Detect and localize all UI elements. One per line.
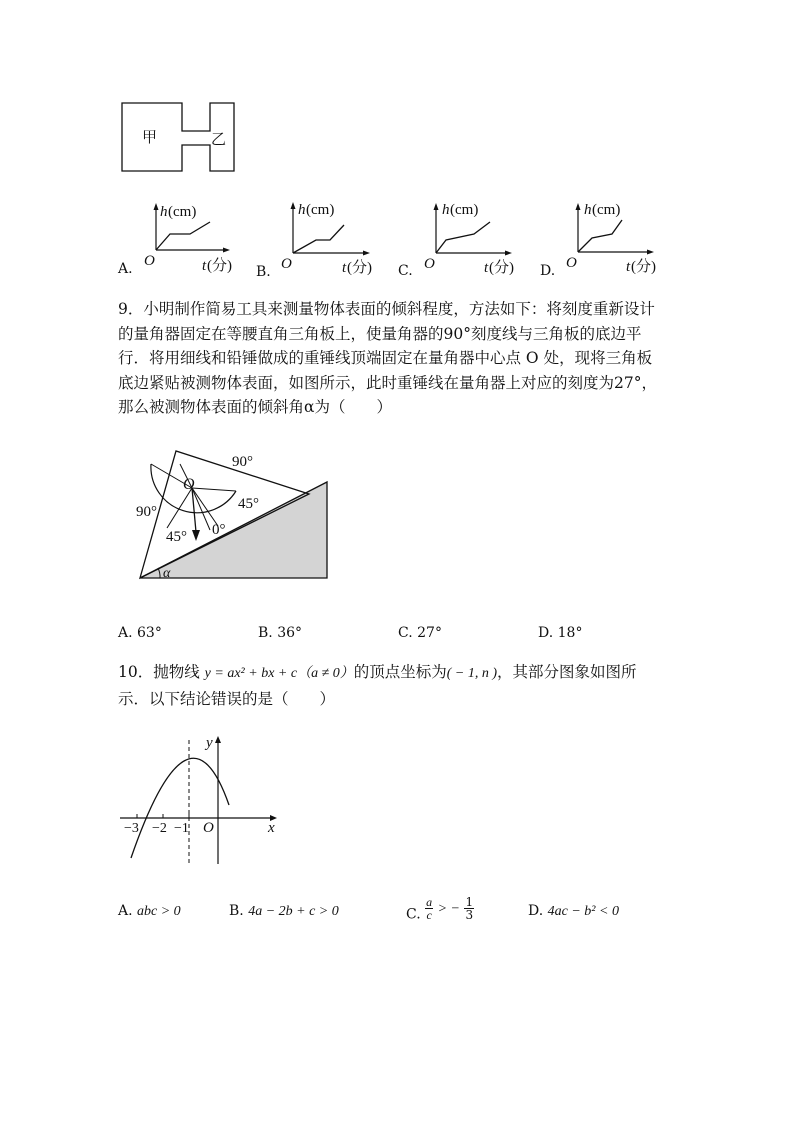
q9-line-5: 那么被测物体表面的倾斜角α为（ ） <box>118 398 392 416</box>
svg-text:h: h <box>584 202 592 218</box>
origin-label: O <box>203 820 214 836</box>
q8-option-d-letter[interactable]: D. <box>540 263 556 279</box>
q8-a-t-var: t <box>202 258 207 274</box>
svg-text:(分): (分) <box>631 259 656 275</box>
q10-option-d[interactable]: D. 4ac − b² < 0 <box>528 903 619 919</box>
q10-option-c[interactable]: C. $\frac{a}{c}$ > − $\frac{1}{3}$ <box>406 895 474 923</box>
svg-text:O: O <box>424 256 435 272</box>
label-0: 0° <box>212 522 226 538</box>
label-90-top: 90° <box>232 454 253 470</box>
q8-option-c-letter[interactable]: C. <box>398 263 413 279</box>
q10-equation: y = ax² + bx + c（a ≠ 0） <box>204 666 354 681</box>
label-center-O: O <box>183 476 195 493</box>
q8-a-h-var: h <box>160 204 168 220</box>
tick-label-neg2: −2 <box>152 821 167 836</box>
svg-text:h: h <box>442 202 450 218</box>
q9-option-a[interactable]: A. 63° <box>118 625 162 641</box>
svg-text:(分): (分) <box>347 260 372 276</box>
q9-line-3: 行．将用细线和铅锤做成的重锤线顶端固定在量角器中心点 O 处，现将三角板 <box>118 349 653 367</box>
x-axis-label: x <box>268 820 275 836</box>
q9-line-2: 的量角器固定在等腰直角三角板上，使量角器的90°刻度线与三角板的底边平 <box>118 324 642 343</box>
q10-line-2: 示．以下结论错误的是（ ） <box>118 689 336 708</box>
q9-line-1: 9．小明制作简易工具来测量物体表面的倾斜程度，方法如下：将刻度重新设计 <box>118 300 655 318</box>
container-jia-label: 甲 <box>142 130 158 146</box>
svg-text:h: h <box>298 202 306 218</box>
label-90-left: 90° <box>136 504 157 520</box>
svg-text:O: O <box>566 255 577 271</box>
label-45-left: 45° <box>166 529 187 545</box>
y-axis-label: y <box>206 735 213 751</box>
tick-label-neg3: −3 <box>124 821 139 836</box>
svg-text:(分): (分) <box>489 260 514 276</box>
label-45-right: 45° <box>238 496 259 512</box>
q9-option-d[interactable]: D. 18° <box>538 625 583 641</box>
q8-option-a-letter[interactable]: A. <box>118 261 133 277</box>
q9-option-c[interactable]: C. 27° <box>398 625 442 641</box>
container-yi-label: 乙 <box>211 132 227 148</box>
svg-text:(cm): (cm) <box>592 202 621 218</box>
q8-a-h-unit: (cm) <box>168 204 197 220</box>
q8-option-b-letter[interactable]: B. <box>256 264 271 280</box>
svg-text:t: t <box>626 259 631 275</box>
q10-line-1: 10．抛物线 y = ax² + bx + c（a ≠ 0）的顶点坐标为( − 1, n )，其部分图象如图所 <box>118 663 637 681</box>
svg-text:t: t <box>484 260 489 276</box>
q10-vertex: ( − 1, n ) <box>446 666 498 681</box>
svg-text:(cm): (cm) <box>450 202 479 218</box>
q10-option-a[interactable]: A. abc > 0 <box>118 903 181 919</box>
q10-option-b[interactable]: B. 4a − 2b + c > 0 <box>229 903 339 919</box>
q9-option-b[interactable]: B. 36° <box>258 625 303 641</box>
q8-a-origin: O <box>144 253 155 269</box>
svg-text:t: t <box>342 260 347 276</box>
svg-text:O: O <box>281 256 292 272</box>
tick-label-neg1: −1 <box>174 821 189 836</box>
label-alpha: α <box>163 566 171 581</box>
parabola-curve <box>131 758 229 858</box>
svg-text:(cm): (cm) <box>306 202 335 218</box>
q9-line-4: 底边紧贴被测物体表面，如图所示，此时重锤线在量角器上对应的刻度为27°， <box>118 373 657 392</box>
q8-a-t-unit: (分) <box>207 258 232 274</box>
